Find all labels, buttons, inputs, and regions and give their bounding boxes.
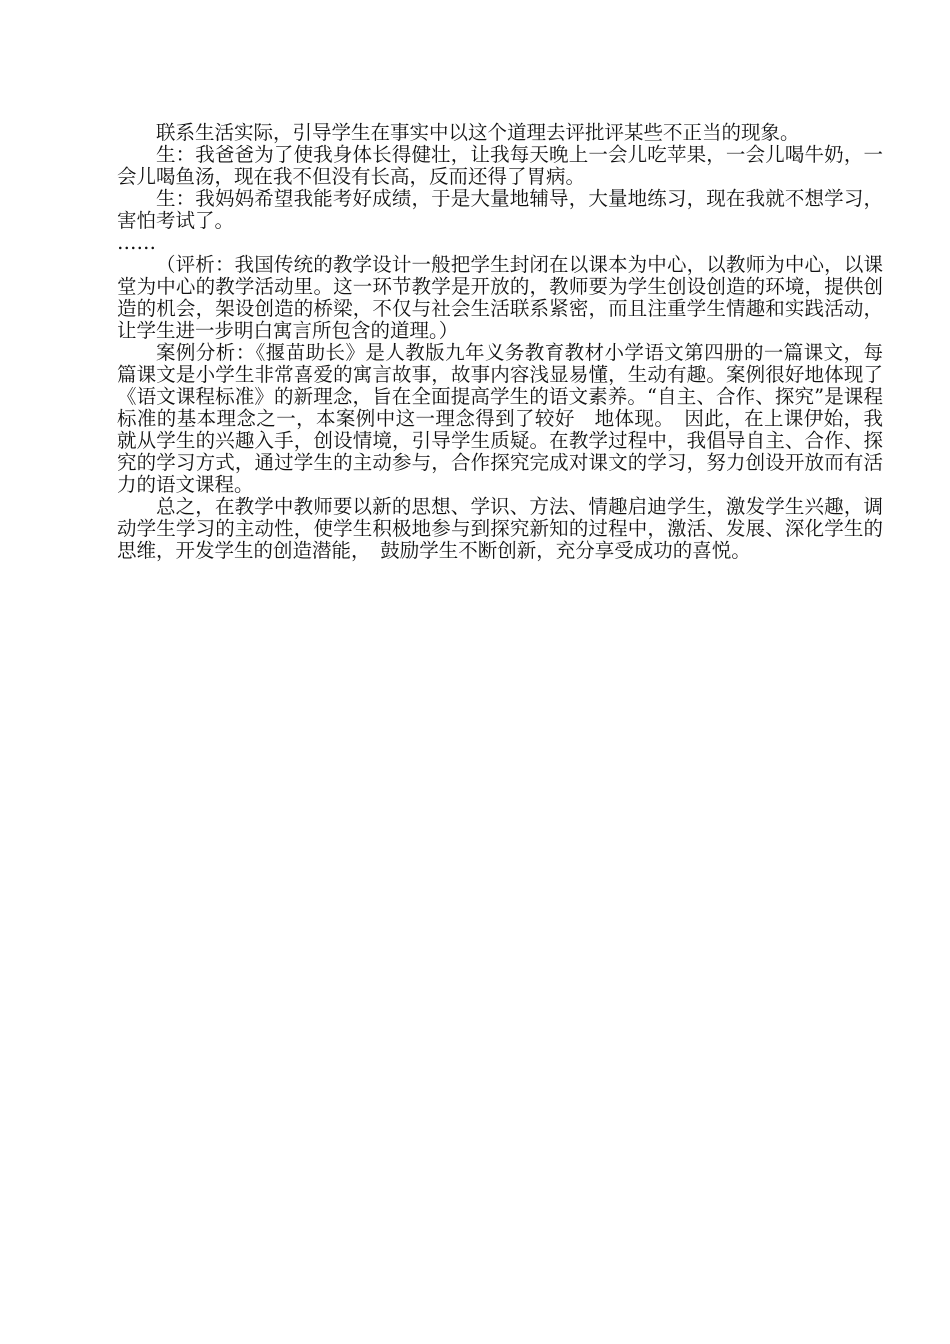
document-page xyxy=(117,122,883,562)
paragraph-context: 联系生活实际，引导学生在事实中以这个道理去评批评某些不正当的现象。 xyxy=(156,121,800,144)
paragraph-conclusion: 总之，在教学中教师要以新的思想、学识、方法、情趣启迪学生，激发学生兴趣，调动学生学习的主动性，使学生积极地参与到探究新知的过程中，激活、发展、深化学生的思维，开发学生的创造潜能， 鼓励学生不断创新，充分享受成功的喜悦。 xyxy=(117,495,883,562)
paragraph-student-response-1: 生：我爸爸为了使我身体长得健壮，让我每天晚上一会儿吃苹果，一会儿喝牛奶，一会儿喝鱼汤，现在我不但没有长高，反而还得了胃病。 xyxy=(117,143,883,188)
paragraph-case-analysis: 案例分析：《揠苗助长》是人教版九年义务教育教材小学语文第四册的一篇课文，每篇课文是小学生非常喜爱的寓言故事，故事内容浅显易懂，生动有趣。案例很好地体现了《语文课程标准》的新理念，旨在全面提高学生的语文素养。“自主、合作、探究”是课程标准的基本理念之一，本案例中这一理念得到了较好 地体现。 因此，在上课伊始，我就从学生的兴趣入手，创设情境，引导学生质疑。在教学过程中，我倡导自主、合作、探究的学习方式，通过学生的主动参与，合作探究完成对课文的学习，努力创设开放而有活力的语文课程。 xyxy=(117,341,883,496)
paragraph-student-response-2: 生：我妈妈希望我能考好成绩，于是大量地辅导，大量地练习，现在我就不想学习，害怕考试了。 xyxy=(117,187,883,232)
paragraph-ellipsis: …… xyxy=(117,231,156,254)
paragraph-commentary: （评析：我国传统的教学设计一般把学生封闭在以课本为中心，以教师为中心，以课堂为中心的教学活动里。这一环节教学是开放的，教师要为学生创设创造的环境，提供创造的机会，架设创造的桥梁，不仅与社会生活联系紧密，而且注重学生情趣和实践活动，让学生进一步明白寓言所包含的道理。） xyxy=(117,253,883,342)
